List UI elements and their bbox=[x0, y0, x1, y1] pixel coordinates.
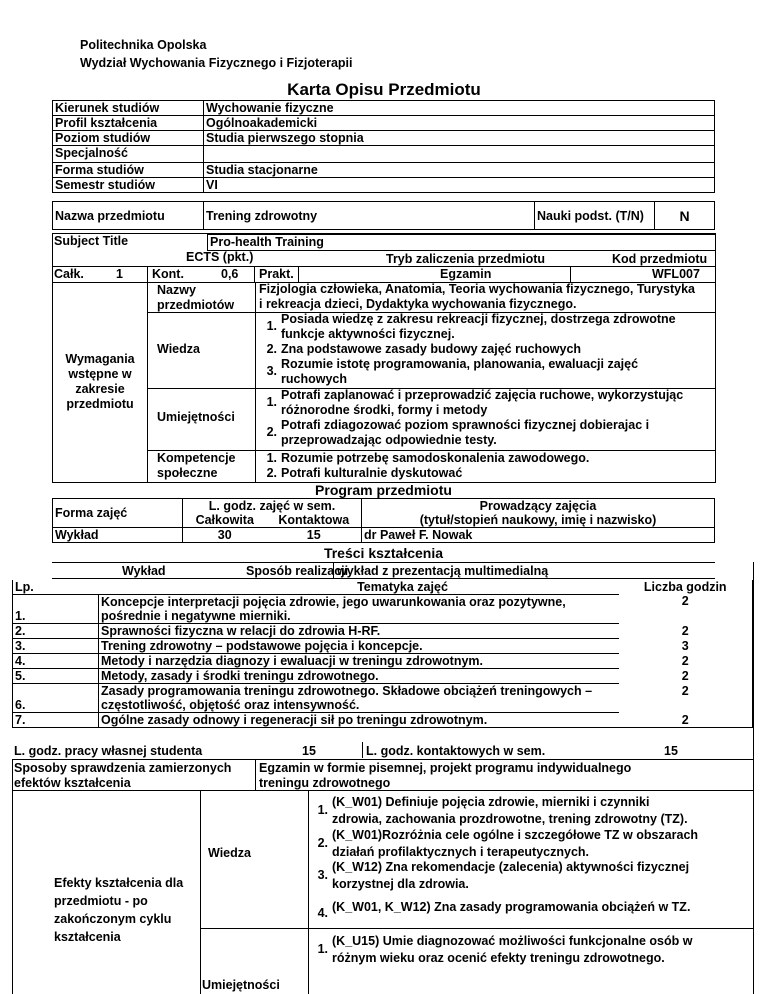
prereq-comp-item: 1. Rozumie potrzebę samodoskonalenia zawodowego. bbox=[266, 451, 590, 465]
hours-total-label: Całkowita bbox=[183, 513, 267, 528]
info-value: Ogólnoakademicki bbox=[204, 116, 715, 131]
ects-total: 1 bbox=[116, 267, 123, 281]
subject-title: Pro-health Training bbox=[207, 234, 715, 251]
table-row: 2. Sprawności fizyczna w relacji do zdrowia H-RF. 2 bbox=[13, 624, 753, 639]
faculty-name: Wydział Wychowania Fizycznego i Fizjoterapii bbox=[80, 56, 353, 70]
contact-hours-label: L. godz. kontaktowych w sem. bbox=[366, 744, 546, 758]
prereq-comp-item: 2. Potrafi kulturalnie dyskutować bbox=[266, 466, 463, 480]
program-section-title: Program przedmiotu bbox=[315, 482, 452, 498]
university-name: Politechnika Opolska bbox=[80, 38, 207, 52]
topic-header: Tematyka zajęć bbox=[357, 580, 448, 594]
content-form: Wykład bbox=[122, 564, 166, 578]
info-value: VI bbox=[204, 178, 715, 193]
outcomes-skills-label: Umiejętności bbox=[202, 978, 280, 992]
info-label: Profil kształcenia bbox=[53, 116, 204, 131]
subject-title-label: Subject Title bbox=[54, 234, 129, 248]
study-info-table bbox=[52, 100, 715, 193]
prereq-skills-label: Umiejętności bbox=[157, 410, 235, 424]
outcome-knowledge-item: 2. (K_W01)Rozróżnia cele ogólne i szczegółowe TZ w obszarach działań profilaktycznych i terapeutycznych. bbox=[317, 828, 699, 859]
content-section-title: Treści kształcenia bbox=[323, 545, 444, 561]
self-study-label: L. godz. pracy własnej studenta bbox=[14, 744, 203, 758]
ects-contact-label: Kont. bbox=[152, 267, 184, 281]
table-row: 6. Zasady programowania treningu zdrowotnego. Składowe obciążeń treningowych – częstotliwość, objętość oraz intensywność. 2 bbox=[13, 684, 753, 713]
prereq-comp-label: Kompetencje społeczne bbox=[157, 451, 236, 480]
info-value: Studia stacjonarne bbox=[204, 163, 715, 178]
verification-label-2: efektów kształcenia bbox=[14, 776, 131, 790]
info-label: Kierunek studiów bbox=[53, 101, 204, 116]
verification-value-1: Egzamin w formie pisemnej, projekt programu indywidualnego bbox=[259, 761, 632, 775]
verification-label-1: Sposoby sprawdzenia zamierzonych bbox=[14, 761, 232, 775]
prereq-skill-item: 2. Potrafi zdiagozować poziom sprawności fizycznej dobierajac i przeprowadzając odpowiednie testy. bbox=[266, 418, 650, 447]
hours-contact-label: Kontaktowa bbox=[267, 513, 362, 528]
prereq-knowledge-label: Wiedza bbox=[157, 342, 200, 356]
mode-value: Egzamin bbox=[440, 267, 492, 281]
lp-header: Lp. bbox=[13, 580, 99, 595]
program-contact: 15 bbox=[267, 528, 362, 543]
mode-label: Tryb zaliczenia przedmiotu bbox=[386, 252, 546, 266]
table-row: 7. Ogólne zasady odnowy i regeneracji sił po treningu zdrowotnym. 2 bbox=[13, 713, 753, 728]
table-row: 1. Koncepcje interpretacji pojęcia zdrowie, jego uwarunkowania oraz pozytywne, pośrednie i negatywne mierniki. 2 bbox=[13, 595, 753, 624]
outcome-knowledge-item: 4. (K_W01, K_W12) Zna zasady programowania obciążeń w TZ. bbox=[317, 900, 691, 920]
prereq-label: Wymagania wstępne w zakresie przedmiotu bbox=[65, 352, 135, 411]
info-label: Forma studiów bbox=[53, 163, 204, 178]
outcome-knowledge-item: 3. (K_W12) Zna rekomendacje (zalecenia) aktywności fizycznej korzystnej dla zdrowia. bbox=[317, 860, 690, 891]
table-row: 4. Metody i narzędzia diagnozy i ewaluacji w treningu zdrowotnym. 2 bbox=[13, 654, 753, 669]
info-value: Wychowanie fizyczne bbox=[204, 101, 715, 116]
prereq-knowledge-item: 1. Posiada wiedzę z zakresu rekreacji fizycznej, dostrzega zdrowotne funkcje aktywności fizycznej. bbox=[266, 312, 676, 341]
info-value: Studia pierwszego stopnia bbox=[204, 131, 715, 146]
hours-label: L. godz. zajęć w sem. bbox=[183, 499, 362, 514]
prereq-knowledge-item: 2. Zna podstawowe zasady budowy zajęć ruchowych bbox=[266, 342, 582, 356]
table-row: 5. Metody, zasady i środki treningu zdrowotnego. 2 bbox=[13, 669, 753, 684]
outcome-knowledge-item: 1. (K_W01) Definiuje pojęcia zdrowie, mierniki i czynniki zdrowia, zachowania prozdrowotne, trening zdrowotny (TZ). bbox=[317, 795, 688, 826]
prereq-names-line2: i rekreacja dzieci, Dydaktyka wychowania fizycznego. bbox=[259, 297, 577, 311]
outcomes-label-2: przedmiotu - po bbox=[54, 894, 148, 908]
page-title: Karta Opisu Przedmiotu bbox=[287, 80, 481, 99]
prereq-skill-item: 1. Potrafi zaplanować i przeprowadzić zajęcia ruchowe, wykorzystując różnorodne środki, formy i metody bbox=[266, 388, 684, 417]
ects-total-label: Całk. bbox=[54, 267, 84, 281]
self-study-hours: 15 bbox=[302, 744, 316, 758]
outcome-skill-item: 1. (K_U15) Umie diagnozować możliwości funkcjonalne osób w różnym wieku oraz ocenić efekty treningu zdrowotnego. bbox=[317, 934, 693, 965]
prereq-knowledge-item: 3. Rozumie istotę programowania, planowania, ewaluacji zajęć ruchowych bbox=[266, 357, 639, 386]
subject-name-table bbox=[52, 201, 715, 230]
hours-header: Liczba godzin bbox=[619, 580, 753, 595]
ects-header: ECTS (pkt.) bbox=[186, 250, 254, 264]
table-row: 3. Trening zdrowotny – podstawowe pojęcia i koncepcje. 3 bbox=[13, 639, 753, 654]
subject-name: Trening zdrowotny bbox=[204, 202, 535, 230]
info-value bbox=[204, 146, 715, 163]
ects-contact: 0,6 bbox=[221, 267, 239, 281]
code-value: WFL007 bbox=[652, 267, 700, 281]
ects-practical-label: Prakt. bbox=[259, 267, 294, 281]
program-total: 30 bbox=[183, 528, 267, 543]
topics-table bbox=[12, 580, 753, 728]
outcomes-label-1: Efekty kształcenia dla bbox=[54, 876, 184, 890]
prereq-names-line1: Fizjologia człowieka, Anatomia, Teoria wychowania fizycznego, Turystyka bbox=[259, 282, 695, 296]
outcomes-label-3: zakończonym cyklu bbox=[54, 912, 172, 926]
program-lecturer: dr Paweł F. Nowak bbox=[362, 528, 715, 543]
info-label: Specjalność bbox=[53, 146, 204, 163]
realization-value: wykład z prezentacją multimedialną bbox=[337, 564, 549, 578]
realization-label: Sposób realizacji bbox=[246, 564, 349, 578]
basic-sciences-value: N bbox=[655, 202, 715, 230]
program-table bbox=[52, 498, 715, 543]
contact-hours-value: 15 bbox=[664, 744, 678, 758]
subject-name-label: Nazwa przedmiotu bbox=[53, 202, 204, 230]
verification-value-2: treningu zdrowotnego bbox=[259, 776, 391, 790]
prereq-names-label: Nazwy przedmiotów bbox=[157, 283, 235, 312]
basic-sciences-label: Nauki podst. (T/N) bbox=[535, 202, 655, 230]
lecturer-sublabel: (tytuł/stopień naukowy, imię i nazwisko) bbox=[362, 513, 715, 528]
code-label: Kod przedmiotu bbox=[612, 252, 708, 266]
outcomes-label-4: kształcenia bbox=[54, 930, 121, 944]
form-label: Forma zajęć bbox=[53, 499, 183, 528]
info-label: Semestr studiów bbox=[53, 178, 204, 193]
lecturer-label: Prowadzący zajęcia bbox=[362, 499, 715, 514]
outcomes-knowledge-label: Wiedza bbox=[208, 846, 251, 860]
info-label: Poziom studiów bbox=[53, 131, 204, 146]
program-form: Wykład bbox=[53, 528, 183, 543]
